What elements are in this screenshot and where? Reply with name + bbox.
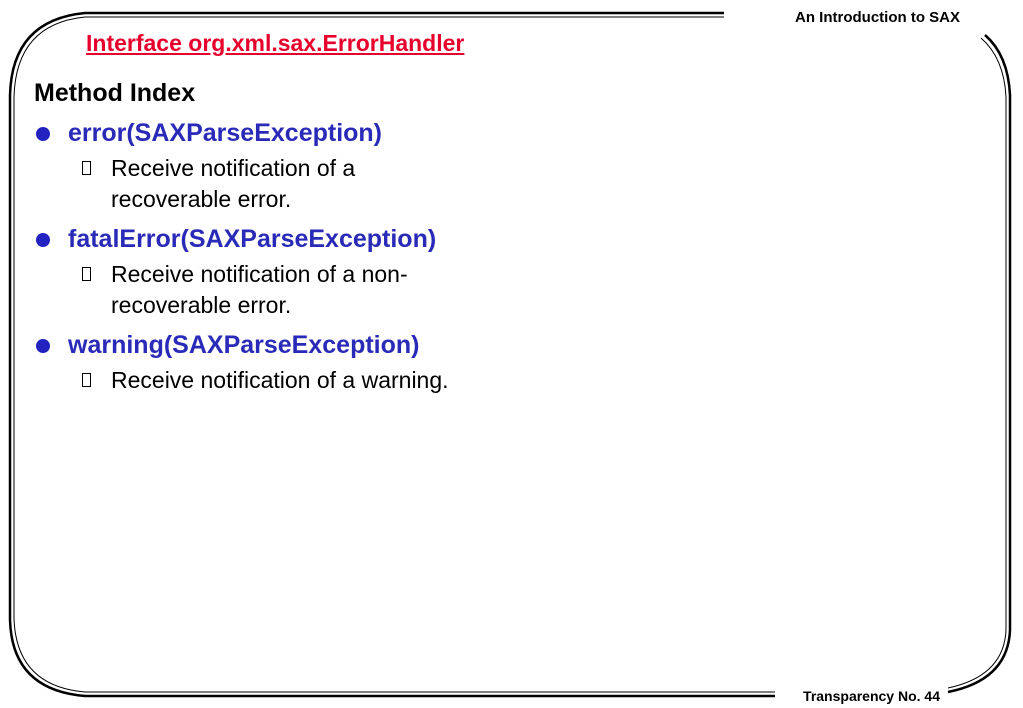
method-description [82, 365, 594, 396]
bullet-icon [36, 339, 50, 353]
method-description-text: Receive notification of a warning. [111, 367, 449, 393]
method-description-text: Receive notification of a recoverable error. [111, 155, 356, 212]
deck-title: An Introduction to SAX [738, 9, 960, 26]
method-signature: error(SAXParseException) [68, 119, 383, 147]
bullet-icon [36, 127, 50, 141]
sub-bullet-icon [82, 161, 91, 175]
method-item [34, 224, 594, 255]
method-description-text: Receive notification of a non-recoverable error. [111, 261, 408, 318]
section-heading: Method Index [34, 79, 196, 107]
method-item [34, 330, 594, 361]
slide-title[interactable]: Interface org.xml.sax.ErrorHandler [86, 30, 465, 56]
method-description [82, 153, 594, 215]
method-item [34, 118, 594, 149]
method-signature: warning(SAXParseException) [68, 331, 420, 359]
method-description [82, 259, 594, 321]
sub-bullet-icon [82, 267, 91, 281]
bullet-icon [36, 233, 50, 247]
slide-content [34, 78, 594, 396]
method-signature: fatalError(SAXParseException) [68, 225, 437, 253]
sub-bullet-icon [82, 373, 91, 387]
page-number: Transparency No. 44 [778, 688, 940, 704]
